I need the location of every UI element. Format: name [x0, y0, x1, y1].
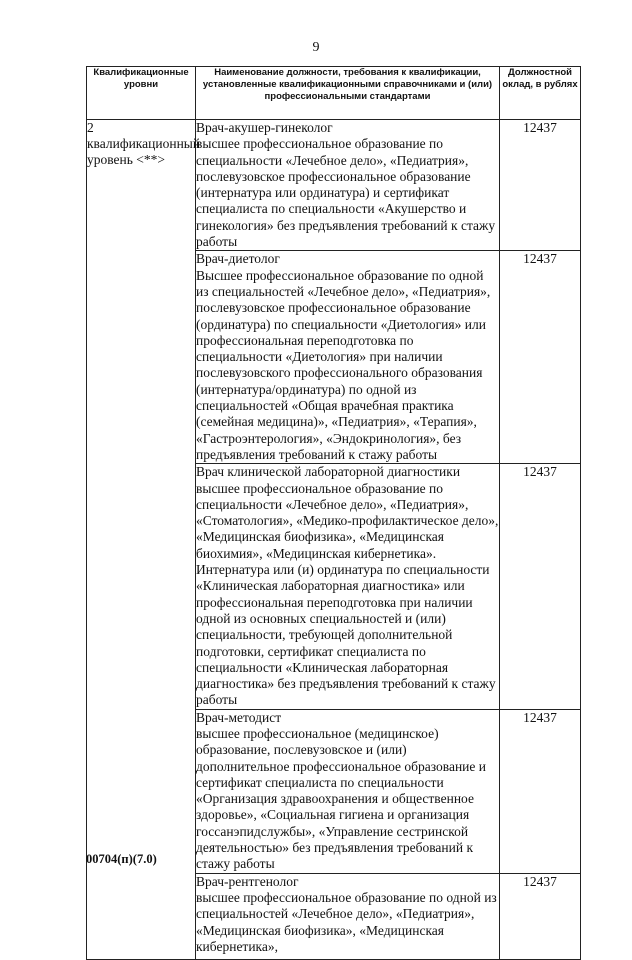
header-qualification-levels: Квалификационные уровни: [87, 67, 196, 120]
document-code: 00704(п)(7.0): [86, 852, 157, 866]
qualification-table: [86, 66, 581, 960]
salary-value: 12437: [500, 251, 581, 464]
header-salary: Должностной оклад, в рублях: [500, 67, 581, 120]
page-number: 9: [312, 40, 320, 55]
header-position-requirements: Наименование должности, требования к квалификации, установленные квалификационными справочниками и (или) профессиональными стандартами: [196, 67, 500, 120]
position-requirements: высшее профессиональное (медицинское) образование, послевузовское и (или) дополнительное профессиональное образование и сертификат специалиста по специальности «Организация здравоохранения и общественное здоровье», «Социальная гигиена и организация госсанэпидслужбы», «Управление сестринской деятельностью» без предъявления требований к стажу работы: [196, 725, 486, 872]
qualification-level-cell: 2 квалификационный уровень <**>: [87, 120, 196, 960]
position-requirements: Высшее профессиональное образование по одной из специальностей «Лечебное дело», «Педиатрия», послевузовское профессиональное образование (ординатура) по специальности «Диетология» или профессиональная переподготовка по специальности «Диетология» при наличии послевузовского профессионального образования (интернатура/ординатура) по одной из специальностей «Общая врачебная практика (семейная медицина)», «Педиатрия», «Терапия», «Гастроэнтерология», «Эндокринология», без предъявления требований к стажу работы: [196, 267, 491, 462]
position-requirements: высшее профессиональное образование по специальности «Лечебное дело», «Педиатрия», «Стоматология», «Медико-профилактическое дело», «Медицинская биофизика», «Медицинская биохимия», «Медицинская кибернетика». Интернатура или (и) ординатура по специальности «Клиническая лабораторная диагностика» или профессиональная переподготовка при наличии одной из основных специальностей и (или) специальности, требующей дополнительной подготовки, сертификат специалиста по специальности «Клиническая лабораторная диагностика» без предъявления требований к стажу работы: [196, 480, 499, 708]
salary-value: 12437: [500, 709, 581, 873]
position-title: Врач-методист: [196, 709, 282, 725]
position-title: Врач клинической лабораторной диагностики: [196, 464, 461, 480]
position-title: Врач-акушер-гинеколог: [196, 120, 333, 135]
position-requirements: высшее профессиональное образование по одной из специальностей «Лечебное дело», «Педиатрия», «Медицинская биофизика», «Медицинская кибернетика»,: [196, 889, 497, 954]
position-requirements: высшее профессиональное образование по специальности «Лечебное дело», «Педиатрия», послевузовское профессиональное образование (интернатура или ординатура) и сертификат специалиста по специальности «Акушерство и гинекология» без предъявления требований к стажу работы: [196, 136, 496, 250]
salary-value: 12437: [500, 464, 581, 709]
position-cell: [196, 464, 500, 709]
salary-value: 12437: [500, 873, 581, 959]
position-cell: [196, 873, 500, 959]
position-title: Врач-диетолог: [196, 251, 280, 267]
salary-value: 12437: [500, 120, 581, 251]
position-cell: [196, 120, 500, 251]
position-cell: [196, 251, 500, 464]
table-row: [87, 120, 581, 251]
table-header-row: [87, 67, 581, 120]
position-title: Врач-рентгенолог: [196, 873, 299, 889]
position-cell: [196, 709, 500, 873]
